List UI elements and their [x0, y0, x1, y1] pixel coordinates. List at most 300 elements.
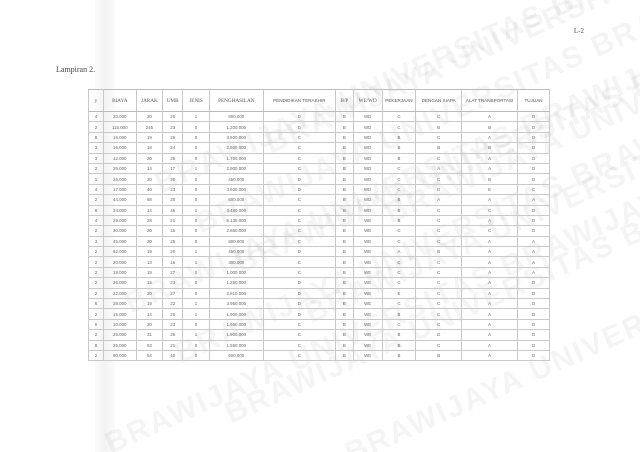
table-cell: 25.000 — [103, 163, 136, 173]
column-header: JARAK — [136, 90, 162, 112]
table-cell: C — [416, 174, 462, 184]
table-cell: WD — [353, 163, 382, 173]
table-cell: C — [263, 205, 335, 215]
table-cell: B — [335, 184, 353, 194]
table-cell: D — [263, 174, 335, 184]
table-cell: 2 — [89, 226, 104, 236]
table-cell: 12.000 — [103, 153, 136, 163]
table-cell: 14 — [136, 163, 162, 173]
table-cell: C — [263, 215, 335, 225]
table-cell: C — [263, 195, 335, 205]
table-cell: C — [416, 288, 462, 298]
table-cell: 0 — [183, 236, 209, 246]
table-cell: D — [518, 205, 550, 215]
table-cell: 28 — [136, 215, 162, 225]
table-cell: 20.000 — [103, 112, 136, 122]
table-cell: A — [518, 257, 550, 267]
table-row — [89, 226, 550, 236]
table-cell: WD — [353, 122, 382, 132]
table-cell: A — [416, 163, 462, 173]
column-header: ALAT TRANSPORTASI — [461, 90, 517, 112]
table-cell: 15.000 — [103, 309, 136, 319]
table-cell: 1.200.000 — [209, 122, 263, 132]
table-cell: B — [335, 215, 353, 225]
table-cell: WD — [353, 174, 382, 184]
table-cell: 1 — [183, 299, 209, 309]
table-cell: 44.000 — [103, 195, 136, 205]
table-cell: WD — [353, 195, 382, 205]
table-cell: C — [416, 340, 462, 350]
table-cell: 4 — [89, 215, 104, 225]
table-cell: C — [263, 153, 335, 163]
table-cell: WE — [353, 299, 382, 309]
table-cell: B — [335, 319, 353, 329]
table-cell: 27 — [163, 267, 183, 277]
table-cell: B — [335, 226, 353, 236]
table-cell: B — [382, 350, 416, 360]
table-cell: 22.000 — [103, 288, 136, 298]
table-cell: 0 — [183, 350, 209, 360]
table-cell: 15 — [163, 226, 183, 236]
table-cell: C — [416, 278, 462, 288]
table-cell: WE — [353, 247, 382, 257]
table-cell: 27 — [163, 288, 183, 298]
table-cell: 19 — [136, 247, 162, 257]
table-cell: 1 — [183, 247, 209, 257]
table-row — [89, 340, 550, 350]
table-cell: 20 — [136, 288, 162, 298]
table-cell: A — [461, 330, 517, 340]
table-cell: WE — [353, 267, 382, 277]
table-cell: A — [461, 340, 517, 350]
table-cell: C — [416, 257, 462, 267]
table-cell: 0 — [183, 226, 209, 236]
table-cell: C — [382, 236, 416, 246]
table-row — [89, 112, 550, 122]
table-cell: D — [518, 163, 550, 173]
table-row — [89, 319, 550, 329]
table-cell: C — [382, 267, 416, 277]
table-cell: C — [382, 319, 416, 329]
table-cell: C — [263, 143, 335, 153]
table-cell: D — [263, 247, 335, 257]
table-cell: B — [416, 247, 462, 257]
table-cell: D — [518, 174, 550, 184]
table-cell: 24 — [163, 143, 183, 153]
table-cell: 21 — [163, 215, 183, 225]
table-cell: B — [461, 174, 517, 184]
table-cell: B — [335, 340, 353, 350]
table-cell: A — [461, 236, 517, 246]
table-cell: 8 — [89, 205, 104, 215]
table-row — [89, 299, 550, 309]
table-cell: 2 — [89, 195, 104, 205]
table-row — [89, 257, 550, 267]
table-cell: B — [335, 257, 353, 267]
table-cell: WD — [353, 205, 382, 215]
table-cell: 0 — [183, 267, 209, 277]
table-cell: 3.500.000 — [209, 132, 263, 142]
table-cell: A — [461, 247, 517, 257]
table-cell: WD — [353, 143, 382, 153]
table-cell: D — [263, 288, 335, 298]
table-cell: WE — [353, 340, 382, 350]
table-cell: 25 — [163, 153, 183, 163]
table-cell: D — [518, 112, 550, 122]
table-cell: B — [335, 205, 353, 215]
table-cell: C — [416, 112, 462, 122]
table-cell: 45.000 — [103, 236, 136, 246]
table-cell: 20 — [136, 112, 162, 122]
table-cell: 1.250.000 — [209, 278, 263, 288]
table-cell: B — [335, 330, 353, 340]
column-header: WE/WD — [353, 90, 382, 112]
table-cell: 19 — [136, 299, 162, 309]
table-cell: B — [335, 153, 353, 163]
table-cell: 31 — [136, 330, 162, 340]
table-cell: D — [263, 309, 335, 319]
table-cell: 2.660.000 — [209, 226, 263, 236]
table-cell: C — [416, 132, 462, 142]
table-cell: 30.000 — [103, 226, 136, 236]
table-row — [89, 309, 550, 319]
table-cell: 46 — [163, 205, 183, 215]
table-cell: WE — [353, 226, 382, 236]
table-cell: 1 — [89, 174, 104, 184]
column-header: B/P — [335, 90, 353, 112]
table-cell: A — [461, 319, 517, 329]
table-cell: C — [461, 226, 517, 236]
table-cell: B — [382, 330, 416, 340]
table-cell: B — [335, 195, 353, 205]
table-cell: D — [518, 288, 550, 298]
table-cell: 20 — [163, 174, 183, 184]
table-cell: B — [335, 236, 353, 246]
table-cell: E — [461, 184, 517, 194]
table-cell: A — [461, 195, 517, 205]
table-cell: C — [382, 163, 416, 173]
table-row — [89, 184, 550, 194]
table-cell: 1.550.000 — [209, 340, 263, 350]
column-header: y — [89, 90, 104, 112]
table-cell: 0 — [183, 319, 209, 329]
table-cell: WE — [353, 350, 382, 360]
table-cell: 68 — [136, 195, 162, 205]
table-cell: 3 — [89, 153, 104, 163]
table-cell: 2 — [89, 163, 104, 173]
table-cell: 20 — [163, 247, 183, 257]
table-cell: D — [263, 184, 335, 194]
table-cell: 19 — [136, 267, 162, 277]
table-cell: C — [382, 174, 416, 184]
table-cell: 0 — [183, 143, 209, 153]
table-cell: 34.000 — [103, 205, 136, 215]
table-cell: D — [518, 278, 550, 288]
table-cell: C — [416, 299, 462, 309]
table-row — [89, 236, 550, 246]
table-cell: D — [416, 184, 462, 194]
table-cell: C — [382, 278, 416, 288]
table-row — [89, 330, 550, 340]
table-header-row — [89, 90, 550, 112]
table-cell: WE — [353, 309, 382, 319]
table-cell: B — [335, 288, 353, 298]
table-cell: D — [518, 122, 550, 132]
table-cell: 21 — [163, 340, 183, 350]
table-cell: WE — [353, 236, 382, 246]
table-cell: B — [335, 174, 353, 184]
table-row — [89, 122, 550, 132]
table-cell: C — [416, 215, 462, 225]
table-cell: C — [263, 350, 335, 360]
table-cell: 10.000 — [103, 319, 136, 329]
table-cell: C — [263, 340, 335, 350]
table-cell: 3 — [89, 236, 104, 246]
table-cell: 53 — [136, 340, 162, 350]
table-cell: 20 — [136, 153, 162, 163]
table-cell: 2.900.000 — [209, 163, 263, 173]
table-cell: 28 — [163, 330, 183, 340]
table-cell: 25.000 — [103, 340, 136, 350]
table-cell: 23 — [163, 122, 183, 132]
table-row — [89, 288, 550, 298]
table-cell: B — [382, 205, 416, 215]
table-cell: 1.900.000 — [209, 309, 263, 319]
table-cell: 600.000 — [209, 195, 263, 205]
column-header: BIAYA — [103, 90, 136, 112]
table-cell: C — [382, 299, 416, 309]
table-cell: 20 — [136, 236, 162, 246]
table-cell: B — [335, 247, 353, 257]
table-cell: B — [335, 299, 353, 309]
table-cell: 20 — [163, 309, 183, 319]
table-cell: 2.500.000 — [209, 143, 263, 153]
table-body — [89, 112, 550, 361]
page-number: L-2 — [573, 27, 584, 35]
table-cell: A — [461, 112, 517, 122]
table-cell: 23 — [163, 184, 183, 194]
table-cell: C — [263, 330, 335, 340]
table-cell: D — [518, 309, 550, 319]
table-cell: 1 — [183, 309, 209, 319]
table-cell: 0 — [183, 278, 209, 288]
table-cell: B — [382, 340, 416, 350]
table-cell: 19.000 — [103, 267, 136, 277]
table-cell: WD — [353, 153, 382, 163]
table-cell: 16.000 — [103, 143, 136, 153]
table-cell: C — [416, 226, 462, 236]
table-cell: 0 — [183, 288, 209, 298]
table-cell: 5.135.000 — [209, 215, 263, 225]
table-cell: B — [461, 122, 517, 132]
table-cell: A — [461, 288, 517, 298]
table-cell: 4 — [89, 184, 104, 194]
table-cell: 25.000 — [103, 330, 136, 340]
table-cell: 450.000 — [209, 174, 263, 184]
table-cell: WE — [353, 330, 382, 340]
table-cell: C — [263, 132, 335, 142]
table-row — [89, 278, 550, 288]
table-cell: C — [416, 153, 462, 163]
table-cell: A — [416, 195, 462, 205]
table-cell: C — [263, 236, 335, 246]
table-cell: 1 — [183, 163, 209, 173]
table-cell: 1.900.000 — [209, 330, 263, 340]
table-cell: A — [461, 153, 517, 163]
table-cell: WD — [353, 112, 382, 122]
table-cell: D — [518, 215, 550, 225]
table-cell: 0 — [183, 174, 209, 184]
table-cell: WE — [353, 288, 382, 298]
table-cell: C — [416, 236, 462, 246]
table-cell: 16.000 — [103, 132, 136, 142]
table-cell: 20 — [136, 174, 162, 184]
table-row — [89, 153, 550, 163]
table-cell: A — [461, 309, 517, 319]
table-cell: 450.000 — [209, 247, 263, 257]
table-cell: 14 — [136, 205, 162, 215]
table-cell: 115.000 — [103, 122, 136, 132]
table-cell: C — [382, 257, 416, 267]
table-cell: A — [518, 195, 550, 205]
table-row — [89, 215, 550, 225]
data-table — [88, 89, 550, 361]
column-header: TUJUAN — [518, 90, 550, 112]
table-cell: B — [382, 309, 416, 319]
table-cell: A — [461, 278, 517, 288]
table-cell: 2 — [89, 122, 104, 132]
table-cell: C — [416, 267, 462, 277]
column-header: UMR — [163, 90, 183, 112]
table-cell: D — [518, 153, 550, 163]
table-cell: D — [263, 112, 335, 122]
table-cell: 0 — [183, 132, 209, 142]
attachment-label: Lampiran 2. — [56, 65, 96, 74]
table-cell: 3 — [89, 143, 104, 153]
table-cell: B — [335, 163, 353, 173]
table-cell: 0 — [183, 122, 209, 132]
table-cell: C — [263, 267, 335, 277]
column-header: PENGHASILAN — [209, 90, 263, 112]
table-cell: D — [518, 340, 550, 350]
table-row — [89, 143, 550, 153]
table-cell: B — [335, 112, 353, 122]
table-cell: 2 — [89, 330, 104, 340]
table-cell: B — [335, 143, 353, 153]
table-cell: 600.000 — [209, 350, 263, 360]
table-cell: D — [518, 226, 550, 236]
table-cell: 3.600.000 — [209, 184, 263, 194]
table-cell: 1 — [183, 257, 209, 267]
table-cell: 19 — [136, 132, 162, 142]
table-cell: 1.950.000 — [209, 319, 263, 329]
table-cell: 8 — [89, 132, 104, 142]
table-cell: WE — [353, 319, 382, 329]
table-cell: 1 — [183, 112, 209, 122]
table-cell: A — [518, 247, 550, 257]
table-cell: A — [461, 257, 517, 267]
table-cell: A — [461, 215, 517, 225]
table-cell: 16 — [163, 257, 183, 267]
table-cell: C — [416, 205, 462, 215]
column-header: PEKERJAAN — [382, 90, 416, 112]
table-cell: 14 — [136, 309, 162, 319]
table-cell: 23 — [163, 319, 183, 329]
table-cell: B — [416, 122, 462, 132]
table-row — [89, 350, 550, 360]
table-cell: 17.000 — [103, 184, 136, 194]
table-cell: 29.000 — [103, 215, 136, 225]
table-cell: WE — [353, 278, 382, 288]
table-cell: 2 — [89, 278, 104, 288]
table-cell: C — [518, 184, 550, 194]
table-cell: 22 — [163, 299, 183, 309]
table-cell: WD — [353, 184, 382, 194]
table-cell: B — [382, 143, 416, 153]
table-cell: B — [382, 132, 416, 142]
table-cell: 26 — [163, 132, 183, 142]
table-cell: 23 — [163, 278, 183, 288]
table-cell: B — [416, 350, 462, 360]
table-cell: 245 — [136, 122, 162, 132]
table-cell: 2 — [89, 288, 104, 298]
table-cell: 20.000 — [103, 257, 136, 267]
table-row — [89, 174, 550, 184]
table-cell: C — [416, 309, 462, 319]
table-cell: D — [518, 330, 550, 340]
table-row — [89, 247, 550, 257]
column-header: PENDIDIKAN TERAKHIR — [263, 90, 335, 112]
table-cell: 300.000 — [209, 257, 263, 267]
table-cell: 2 — [89, 247, 104, 257]
table-cell: 2.810.000 — [209, 288, 263, 298]
table-cell: C — [382, 112, 416, 122]
table-cell: A — [461, 132, 517, 142]
table-cell: C — [382, 226, 416, 236]
table-cell: 18 — [136, 143, 162, 153]
table-cell: 0 — [183, 215, 209, 225]
data-table-container — [88, 89, 550, 361]
table-cell: B — [335, 122, 353, 132]
table-cell: A — [382, 247, 416, 257]
table-cell: 0 — [183, 153, 209, 163]
table-cell: B — [335, 132, 353, 142]
table-row — [89, 267, 550, 277]
table-cell: 4 — [89, 112, 104, 122]
table-cell: 8 — [89, 340, 104, 350]
table-cell: C — [263, 226, 335, 236]
table-cell: D — [518, 350, 550, 360]
table-cell: 15 — [136, 278, 162, 288]
table-cell: 13 — [136, 257, 162, 267]
table-cell: B — [416, 143, 462, 153]
table-cell: C — [263, 163, 335, 173]
table-cell: C — [461, 205, 517, 215]
table-cell: C — [382, 184, 416, 194]
table-cell: A — [461, 267, 517, 277]
table-cell: 80.000 — [103, 350, 136, 360]
table-row — [89, 195, 550, 205]
table-cell: 20 — [163, 112, 183, 122]
table-cell: 1 — [183, 205, 209, 215]
table-cell: 1 — [183, 330, 209, 340]
table-cell: A — [461, 163, 517, 173]
table-cell: D — [518, 132, 550, 142]
table-cell: C — [263, 257, 335, 267]
table-cell: 36.000 — [103, 278, 136, 288]
table-cell: B — [382, 215, 416, 225]
table-cell: 0 — [183, 340, 209, 350]
